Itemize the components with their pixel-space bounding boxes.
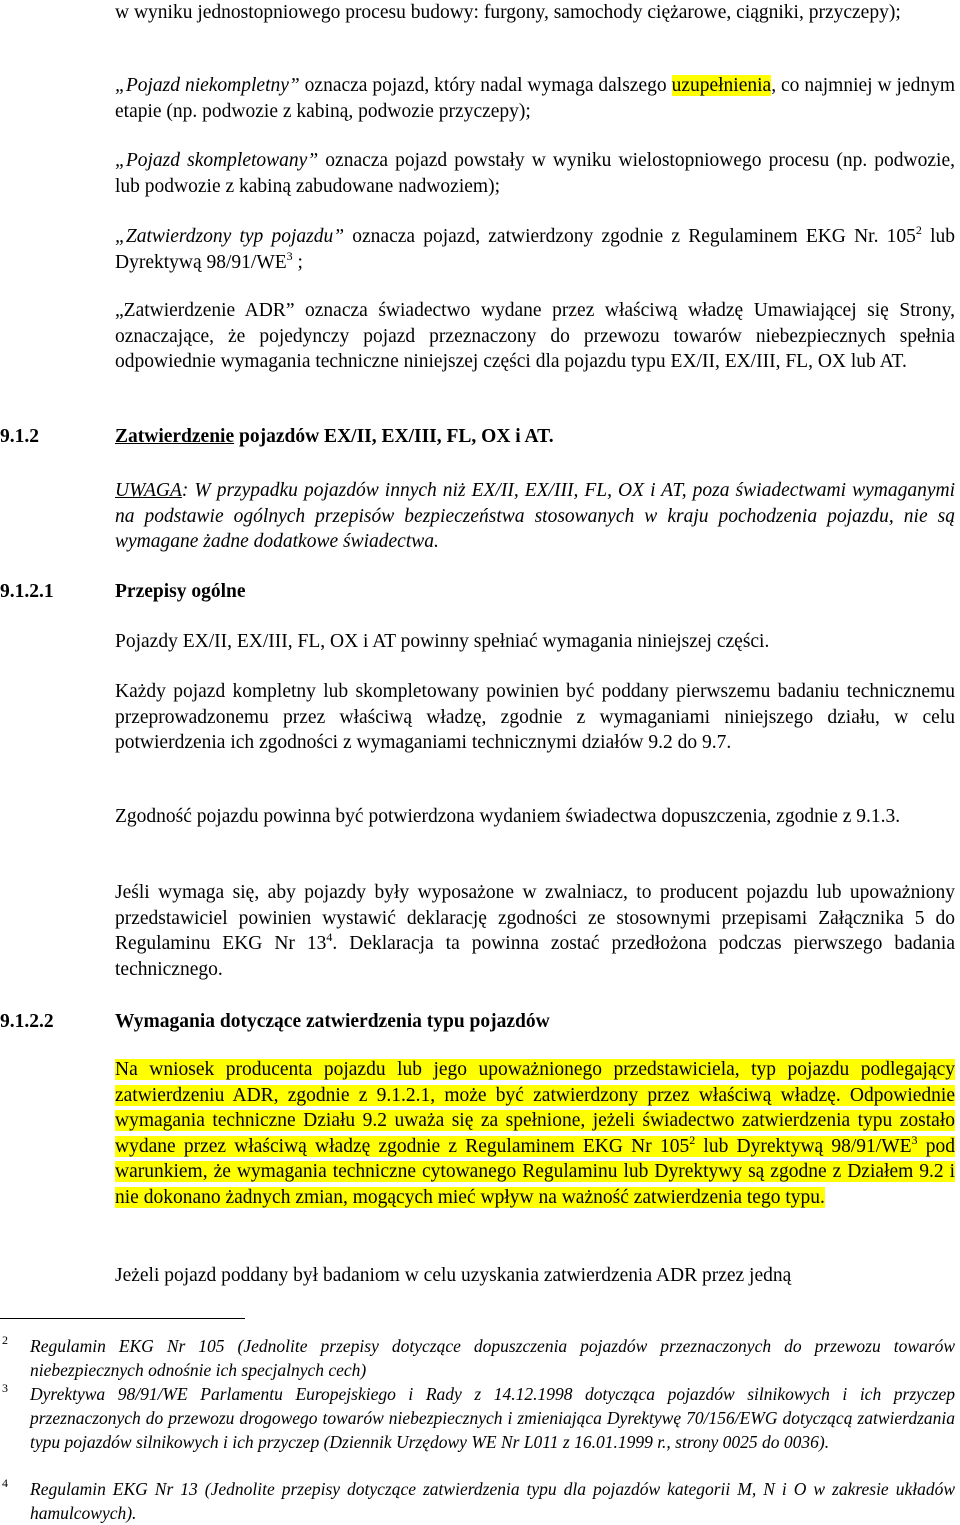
footnote-separator xyxy=(0,1318,245,1319)
uwaga-label: UWAGA xyxy=(115,480,182,501)
paragraph-ogolne-2: Każdy pojazd kompletny lub skompletowany powinien być poddany pierwszemu badaniu technicznemu przeprowadzonemu przez właściwą władzę, zgodnie z wymaganiami niniejszego działu, w celu potwierdzenia ich zgodności z wymaganiami technicznymi działów 9.2 do 9.7. xyxy=(115,681,955,753)
uwaga-text: : W przypadku pojazdów innych niż EX/II, EX/III, FL, OX i AT, poza świadectwami wymaganymi na podstawie ogólnych przepisów bezpieczeństwa stosowanych w kraju pochodzenia pojazdu, nie są wymagane żadne dodatkowe świadectwa. xyxy=(115,480,955,552)
footnote-3: Dyrektywa 98/91/WE Parlamentu Europejskiego i Rady z 14.12.1998 dotycząca pojazdów silnikowych i ich przyczep przeznaczonych do przewozu drogowego towarów niebezpiecznych i zmieniająca Dyrektywę 70/156/EWG dotyczącą zatwierdzania typu pojazdów silnikowych i ich przyczep (Dziennik Urzędowy WE Nr L011 z 16.01.1999 r., strony 0025 do 0036). xyxy=(30,1384,955,1452)
paragraph-ogolne-3: Zgodność pojazdu powinna być potwierdzona wydaniem świadectwa dopuszczenia, zgodnie z 9.1.3. xyxy=(115,806,901,827)
paragraph-ogolne-1: Pojazdy EX/II, EX/III, FL, OX i AT powinny spełniać wymagania niniejszej części. xyxy=(115,631,770,652)
paragraph-text-2: . Deklaracja ta powinna zostać przedłożona podczas pierwszego badania technicznego. xyxy=(115,933,955,980)
section-number-9-1-2-2: 9.1.2.2 xyxy=(0,1011,54,1032)
definition-text: oznacza pojazd powstały w wyniku wielostopniowego procesu (np. podwozie, lub podwozie z kabiną zabudowane nadwoziem); xyxy=(115,150,955,197)
definition-text-3: ; xyxy=(292,251,303,273)
definition-zatwierdzenie-adr: „Zatwierdzenie ADR” oznacza świadectwo wydane przez właściwą władzę Umawiającej się Strony, oznaczające, że pojedynczy pojazd przeznaczony do przewozu towarów niebezpiecznych spełnia odpowiednie wymagania techniczne niniejszej części dla pojazdu typu EX/II, EX/III, FL, OX lub AT. xyxy=(115,300,955,372)
footnote-number-3: 3 xyxy=(2,1381,8,1395)
definition-text-2: , co najmniej w jednym etapie (np. podwozie z kabiną, podwozie przyczepy); xyxy=(115,75,955,122)
uwaga-note xyxy=(115,478,955,555)
paragraph-last: Jeżeli pojazd poddany był badaniom w celu uzyskania zatwierdzenia ADR przez jedną xyxy=(115,1265,792,1286)
paragraph-ogolne-4 xyxy=(115,880,955,982)
definition-pojazd-skompletowany xyxy=(115,148,955,199)
definition-text: oznacza pojazd, zatwierdzony zgodnie z Regulaminem EKG Nr. 105 xyxy=(344,226,916,247)
section-title-9-1-2-1: Przepisy ogólne xyxy=(115,581,246,602)
section-number-9-1-2: 9.1.2 xyxy=(0,426,39,447)
footnote-ref: 2 xyxy=(689,1132,696,1147)
paragraph-text-2: lub Dyrektywą 98/91/WE xyxy=(695,1135,912,1157)
paragraph-text-3: pod warunkiem, że wymagania techniczne cytowanego Regulaminu lub Dyrektywy są zgodne z Działem 9.2 i nie dokonano żadnych zmian, mogących mieć wpływ na ważność zatwierdzenia tego typu. xyxy=(115,1135,956,1208)
section-title-9-1-2-2: Wymagania dotyczące zatwierdzenia typu pojazdów xyxy=(115,1011,550,1032)
footnote-number-2: 2 xyxy=(2,1333,8,1347)
footnote-ref: 4 xyxy=(326,930,333,944)
term: „Pojazd skompletowany” xyxy=(115,150,319,171)
paragraph-text: Na wniosek producenta pojazdu lub jego upoważnionego przedstawiciela, typ pojazdu podlegający zatwierdzeniu ADR, zgodnie z 9.1.2.1, może być zatwierdzony przez właściwą władzę. Odpowiednie wymagania techniczne Działu 9.2 uważa się za spełnione, jeżeli świadectwo zatwierdzenia typu zostało wydane przez właściwą władzę zgodnie z Regulaminem EKG Nr 105 xyxy=(115,1059,955,1157)
footnote-ref: 3 xyxy=(911,1132,918,1147)
footnote-ref: 2 xyxy=(915,223,922,237)
footnote-2: Regulamin EKG Nr 105 (Jednolite przepisy dotyczące dopuszczenia pojazdów przeznaczonych do przewozu towarów niebezpiecznych odnośnie ich specjalnych cech) xyxy=(30,1336,955,1380)
paragraph-top: w wyniku jednostopniowego procesu budowy: furgony, samochody ciężarowe, ciągniki, przyczepy); xyxy=(115,2,901,23)
footnote-ref: 3 xyxy=(286,248,293,263)
highlighted-text xyxy=(115,1059,955,1208)
definition-pojazd-niekompletny xyxy=(115,73,955,124)
underlined-word: Zatwierdzenie xyxy=(115,426,235,447)
highlighted-word: uzupełnienia xyxy=(671,75,772,96)
heading-rest: pojazdów EX/II, EX/III, FL, OX i AT. xyxy=(234,426,554,447)
section-title-9-1-2 xyxy=(115,424,554,450)
highlighted-paragraph xyxy=(115,1057,955,1210)
definition-zatwierdzony-typ xyxy=(115,224,955,275)
term: „Zatwierdzony typ pojazdu” xyxy=(115,226,345,247)
paragraph-text: Jeśli wymaga się, aby pojazdy były wyposażone w zwalniacz, to producent pojazdu lub upoważniony przedstawiciel powinien wystawić deklarację zgodności ze stosownymi przepisami Załącznika 5 do Regulaminu EKG Nr 13 xyxy=(115,882,955,954)
definition-text: oznacza pojazd, który nadal wymaga dalszego xyxy=(299,75,672,96)
footnote-4: Regulamin EKG Nr 13 (Jednolite przepisy dotyczące zatwierdzenia typu dla pojazdów kategorii M, N i O w zakresie układów hamulcowych). xyxy=(30,1479,955,1523)
term: „Pojazd niekompletny” xyxy=(115,75,300,96)
section-number-9-1-2-1: 9.1.2.1 xyxy=(0,581,54,602)
footnote-number-4: 4 xyxy=(2,1476,8,1490)
definition-text-2: lub Dyrektywą 98/91/WE xyxy=(115,226,955,273)
